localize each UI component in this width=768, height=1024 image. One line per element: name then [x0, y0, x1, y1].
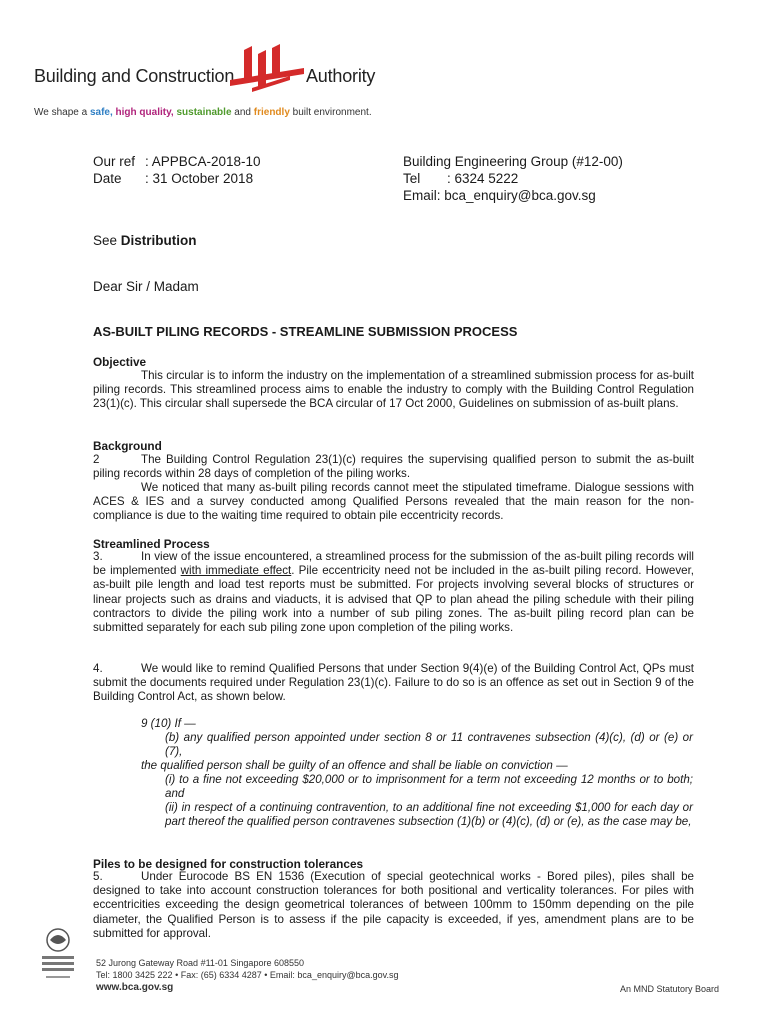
background-heading: Background: [93, 439, 162, 453]
paragraph-4-number: 4.: [93, 662, 103, 675]
paragraph-2b: We noticed that many as-built piling records cannot meet the stipulated timeframe. Dialogue sessions with ACES & IES and a survey conducted among Qualified Persons revealed that the main reason for the non-compliance is due to the waiting time required to obtain pile eccentricity records.: [93, 481, 694, 523]
reference-right: [403, 153, 623, 204]
paragraph-3-emphasis: with immediate effect: [180, 564, 292, 578]
email-line[interactable]: Email: bca_enquiry@bca.gov.sg: [403, 188, 596, 203]
see-distribution: [93, 232, 197, 249]
date-value: : 31 October 2018: [145, 171, 254, 186]
law-line-2: (b) any qualified person appointed under section 8 or 11 contravenes subsection (4)(c), (d) or (e) or (7),: [165, 731, 693, 759]
paragraph-2: [93, 453, 694, 481]
piles-heading: Piles to be designed for construction tolerances: [93, 857, 364, 871]
tagline-and: and: [234, 107, 251, 118]
org-name-right: Authority: [306, 66, 376, 86]
law-line-3: the qualified person shall be guilty of an offence and shall be liable on conviction —: [141, 759, 568, 772]
law-line-1: 9 (10) If —: [141, 717, 196, 730]
tagline-sustainable: sustainable: [176, 107, 232, 118]
paragraph-2-text: The Building Control Regulation 23(1)(c) requires the supervising qualified person to submit the as-built piling records within 28 days of completion of the piling works.: [93, 453, 694, 481]
page-title: AS-BUILT PILING RECORDS - STREAMLINE SUBMISSION PROCESS: [93, 324, 518, 339]
distribution-label: Distribution: [120, 233, 197, 248]
tel-label: Tel: [403, 171, 421, 186]
paragraph-4: [93, 662, 694, 705]
see-prefix: See: [93, 233, 118, 248]
tagline-safe: safe,: [89, 107, 113, 118]
paragraph-3: [93, 550, 694, 635]
tel-value: : 6324 5222: [447, 171, 519, 186]
law-line-4: (i) to a fine not exceeding $20,000 or to imprisonment for a term not exceeding 12 months or to both; and: [165, 773, 693, 801]
quality-award-icon: [36, 926, 80, 984]
paragraph-4-text: We would like to remind Qualified Persons that under Section 9(4)(e) of the Building Control Act, QPs must submit the documents required under Regulation 23(1)(c). Failure to do so is an offence as set out in Section 9 of the Building Control Act, as shown below.: [93, 662, 694, 704]
reference-left: [93, 153, 261, 187]
tagline-pre: We shape a: [34, 107, 88, 118]
paragraph-2-number: 2: [93, 453, 100, 466]
paragraph-5-number: 5.: [93, 870, 103, 883]
paragraph-3-text-a: In view of the issue encountered, a streamlined process for the submission of the as-built piling records will be implemented: [93, 550, 694, 578]
objective-text: This circular is to inform the industry on the implementation of a streamlined submission process for as-built piling records. This streamlined process aims to enable the industry to comply with the Building Control Regulation 23(1)(c). This circular shall supersede the BCA circular of 17 Oct 2000, Guidelines on submission of as-built plans.: [93, 369, 694, 411]
footer-contact: Tel: 1800 3425 222 • Fax: (65) 6334 4287 • Email: bca_enquiry@bca.gov.sg: [96, 970, 399, 980]
tagline-high-quality: high quality,: [115, 107, 174, 118]
law-line-5: (ii) in respect of a continuing contravention, to an additional fine not exceeding $1,000 for each day or part thereof the qualified person contravenes subsection (1)(b) or (4)(c), (d) or (e), as the case may be,: [165, 801, 693, 829]
our-ref-value: : APPBCA-2018-10: [145, 154, 261, 169]
bca-logo-icon: [230, 44, 304, 96]
org-name-left: Building and Construction: [34, 66, 235, 86]
objective-heading: Objective: [93, 355, 147, 369]
group-name: Building Engineering Group (#12-00): [403, 154, 623, 169]
paragraph-3-text-b: . Pile eccentricity need not be included in the as-built piling record. However, as-built pile length and load test reports must be submitted. For projects involving several blocks of structures or linear projects such as drains and viaducts, it is advised that QP to plan ahead the piling schedule with their piling contractors to divide the piling work into a number of sub piling zones. The as-built piling record plan can be submitted separately for each sub piling zone upon completion of the piling works.: [93, 564, 695, 635]
tagline: [34, 107, 372, 118]
paragraph-5-text: Under Eurocode BS EN 1536 (Execution of special geotechnical works - Bored piles), piles shall be designed to take into account construction tolerances for both positional and verticality tolerances. For piles with eccentricities exceeding the design geometrical tolerances of between 100mm to 150mm depending on the pile diameter, the Qualified Person is to assess if the pile capacity is exceeded, if yes, amendment plans are to be submitted for approval.: [93, 870, 694, 940]
salutation: Dear Sir / Madam: [93, 279, 199, 294]
footer-website[interactable]: www.bca.gov.sg: [96, 982, 174, 993]
streamlined-heading: Streamlined Process: [93, 537, 210, 551]
footer-statutory: An MND Statutory Board: [620, 984, 720, 994]
tagline-post: built environment.: [292, 107, 372, 118]
our-ref-label: Our ref: [93, 154, 136, 169]
footer-address: 52 Jurong Gateway Road #11-01 Singapore 608550: [96, 958, 304, 968]
date-label: Date: [93, 171, 122, 186]
paragraph-5: [93, 870, 694, 941]
tagline-friendly: friendly: [253, 107, 290, 118]
paragraph-3-number: 3.: [93, 550, 103, 563]
